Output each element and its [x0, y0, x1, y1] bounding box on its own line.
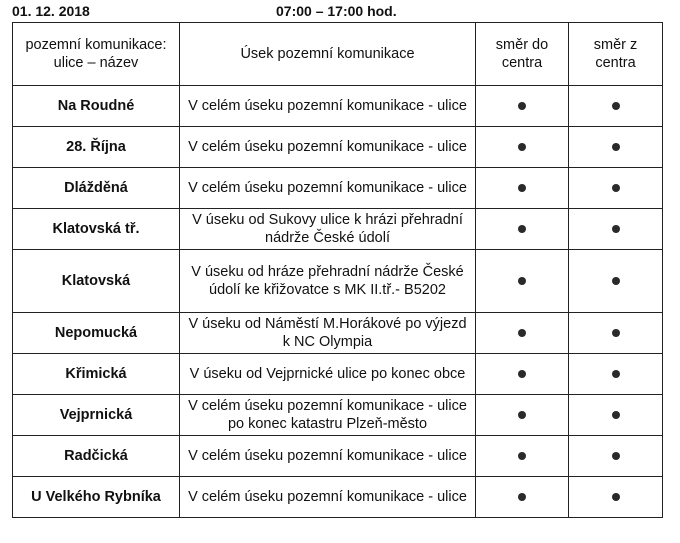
bullet-dot-icon	[518, 143, 526, 151]
from-center-cell	[569, 313, 663, 354]
bullet-dot-icon	[518, 370, 526, 378]
bullet-dot-icon	[612, 370, 620, 378]
table-row	[13, 127, 663, 168]
bullet-dot-icon	[612, 329, 620, 337]
from-center-cell	[569, 209, 663, 250]
bullet-dot-icon	[612, 411, 620, 419]
bullet-dot-icon	[612, 225, 620, 233]
bullet-dot-icon	[612, 277, 620, 285]
section-cell: V úseku od Náměstí M.Horákové po výjezd k NC Olympia	[180, 313, 476, 354]
from-center-cell	[569, 250, 663, 313]
from-center-cell	[569, 354, 663, 395]
to-center-cell	[476, 395, 569, 436]
table-row	[13, 354, 663, 395]
table-row	[13, 250, 663, 313]
street-name-cell: Radčická	[13, 436, 180, 477]
bullet-dot-icon	[612, 493, 620, 501]
table-header-row	[13, 23, 663, 86]
column-header-street: pozemní komunikace: ulice – název	[13, 23, 180, 86]
bullet-dot-icon	[518, 329, 526, 337]
bullet-dot-icon	[612, 102, 620, 110]
bullet-dot-icon	[518, 411, 526, 419]
bullet-dot-icon	[518, 184, 526, 192]
bullet-dot-icon	[518, 452, 526, 460]
to-center-cell	[476, 354, 569, 395]
street-name-cell: U Velkého Rybníka	[13, 477, 180, 518]
from-center-cell	[569, 477, 663, 518]
time-range-label: 07:00 – 17:00 hod.	[276, 3, 397, 19]
section-cell: V úseku od hráze přehradní nádrže České údolí ke křižovatce s MK II.tř.- B5202	[180, 250, 476, 313]
street-name-cell: Klatovská	[13, 250, 180, 313]
street-name-cell: Nepomucká	[13, 313, 180, 354]
street-name-cell: Na Roudné	[13, 86, 180, 127]
street-name-cell: Vejprnická	[13, 395, 180, 436]
to-center-cell	[476, 127, 569, 168]
from-center-cell	[569, 168, 663, 209]
from-center-cell	[569, 86, 663, 127]
to-center-cell	[476, 209, 569, 250]
section-cell: V celém úseku pozemní komunikace - ulice po konec katastru Plzeň-město	[180, 395, 476, 436]
table-row	[13, 168, 663, 209]
from-center-cell	[569, 436, 663, 477]
bullet-dot-icon	[518, 225, 526, 233]
section-cell: V celém úseku pozemní komunikace - ulice	[180, 86, 476, 127]
street-name-cell: Klatovská tř.	[13, 209, 180, 250]
column-header-to-center: směr do centra	[476, 23, 569, 86]
section-cell: V úseku od Vejprnické ulice po konec obce	[180, 354, 476, 395]
bullet-dot-icon	[612, 184, 620, 192]
bullet-dot-icon	[612, 143, 620, 151]
date-label: 01. 12. 2018	[12, 3, 90, 19]
bullet-dot-icon	[612, 452, 620, 460]
table-row	[13, 209, 663, 250]
bullet-dot-icon	[518, 102, 526, 110]
street-name-cell: 28. Října	[13, 127, 180, 168]
bullet-dot-icon	[518, 493, 526, 501]
street-name-cell: Dlážděná	[13, 168, 180, 209]
table-row	[13, 477, 663, 518]
to-center-cell	[476, 436, 569, 477]
column-header-from-center: směr z centra	[569, 23, 663, 86]
to-center-cell	[476, 168, 569, 209]
table-row	[13, 86, 663, 127]
section-cell: V celém úseku pozemní komunikace - ulice	[180, 168, 476, 209]
table-row	[13, 313, 663, 354]
to-center-cell	[476, 477, 569, 518]
to-center-cell	[476, 86, 569, 127]
to-center-cell	[476, 250, 569, 313]
from-center-cell	[569, 395, 663, 436]
section-cell: V úseku od Sukovy ulice k hrázi přehradní nádrže České údolí	[180, 209, 476, 250]
section-cell: V celém úseku pozemní komunikace - ulice	[180, 477, 476, 518]
street-name-cell: Křimická	[13, 354, 180, 395]
from-center-cell	[569, 127, 663, 168]
column-header-section: Úsek pozemní komunikace	[180, 23, 476, 86]
bullet-dot-icon	[518, 277, 526, 285]
table-row	[13, 395, 663, 436]
document-header	[12, 3, 662, 21]
section-cell: V celém úseku pozemní komunikace - ulice	[180, 436, 476, 477]
road-closure-table	[12, 22, 663, 518]
table-row	[13, 436, 663, 477]
section-cell: V celém úseku pozemní komunikace - ulice	[180, 127, 476, 168]
to-center-cell	[476, 313, 569, 354]
